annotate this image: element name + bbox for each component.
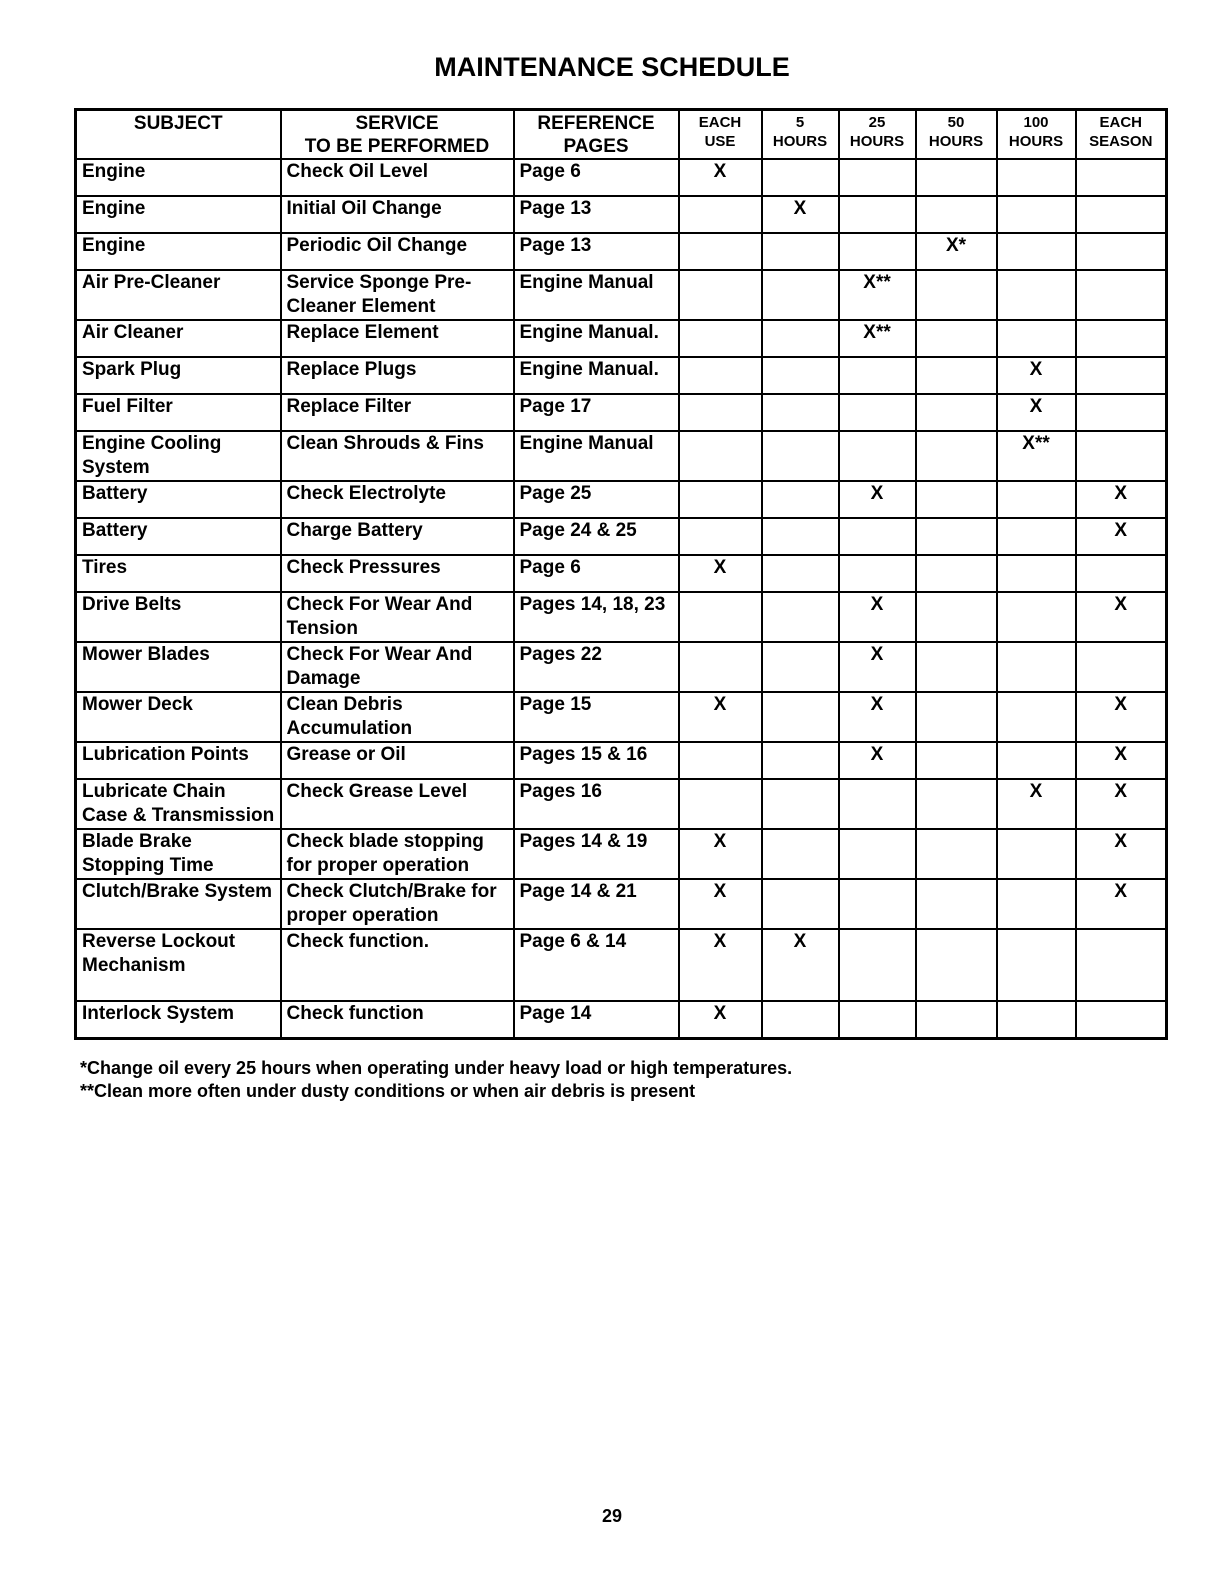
cell-each-season — [1076, 270, 1167, 320]
table-row — [76, 394, 1167, 431]
cell-h25 — [839, 233, 916, 270]
footnotes — [80, 1057, 792, 1103]
cell-h100 — [997, 742, 1076, 779]
cell-subject: Mower Deck — [76, 692, 281, 742]
page-title: MAINTENANCE SCHEDULE — [434, 52, 790, 82]
cell-h100: X — [997, 357, 1076, 394]
cell-h50 — [916, 929, 997, 1001]
cell-h50 — [916, 320, 997, 357]
cell-reference: Engine Manual. — [514, 357, 679, 394]
cell-service: Check Clutch/Brake for proper operation — [281, 879, 514, 929]
cell-h50 — [916, 879, 997, 929]
cell-reference: Page 6 & 14 — [514, 929, 679, 1001]
cell-reference: Page 6 — [514, 159, 679, 196]
cell-h100 — [997, 929, 1076, 1001]
col-header-reference: REFERENCE PAGES — [514, 110, 679, 160]
cell-each-season: X — [1076, 481, 1167, 518]
cell-each-season: X — [1076, 829, 1167, 879]
cell-each-use — [679, 320, 762, 357]
cell-reference: Pages 16 — [514, 779, 679, 829]
cell-h50 — [916, 270, 997, 320]
table-row — [76, 592, 1167, 642]
cell-reference: Page 13 — [514, 233, 679, 270]
table-row — [76, 742, 1167, 779]
cell-h5 — [762, 642, 839, 692]
cell-service: Replace Element — [281, 320, 514, 357]
cell-service: Check Electrolyte — [281, 481, 514, 518]
cell-h100 — [997, 159, 1076, 196]
cell-reference: Page 14 & 21 — [514, 879, 679, 929]
cell-subject: Battery — [76, 518, 281, 555]
cell-each-use: X — [679, 929, 762, 1001]
cell-h5 — [762, 692, 839, 742]
cell-service: Check For Wear And Damage — [281, 642, 514, 692]
cell-each-season: X — [1076, 879, 1167, 929]
cell-h5: X — [762, 196, 839, 233]
table-row — [76, 929, 1167, 1001]
cell-h100 — [997, 320, 1076, 357]
cell-h50 — [916, 1001, 997, 1038]
cell-each-season — [1076, 555, 1167, 592]
cell-subject: Air Cleaner — [76, 320, 281, 357]
cell-h50 — [916, 829, 997, 879]
cell-service: Check For Wear And Tension — [281, 592, 514, 642]
cell-service: Check function — [281, 1001, 514, 1038]
cell-subject: Mower Blades — [76, 642, 281, 692]
cell-reference: Pages 15 & 16 — [514, 742, 679, 779]
table-row — [76, 196, 1167, 233]
cell-each-use — [679, 394, 762, 431]
cell-subject: Blade Brake Stopping Time — [76, 829, 281, 879]
cell-subject: Drive Belts — [76, 592, 281, 642]
cell-h100 — [997, 196, 1076, 233]
cell-subject: Battery — [76, 481, 281, 518]
cell-each-season — [1076, 196, 1167, 233]
cell-h100 — [997, 592, 1076, 642]
cell-h5 — [762, 320, 839, 357]
cell-h5 — [762, 742, 839, 779]
cell-h5 — [762, 270, 839, 320]
cell-each-use — [679, 233, 762, 270]
cell-reference: Pages 14, 18, 23 — [514, 592, 679, 642]
cell-h5 — [762, 233, 839, 270]
cell-h100: X — [997, 394, 1076, 431]
cell-each-use — [679, 431, 762, 481]
cell-each-season — [1076, 642, 1167, 692]
cell-h50 — [916, 779, 997, 829]
cell-h25 — [839, 1001, 916, 1038]
cell-each-season — [1076, 394, 1167, 431]
table-row — [76, 779, 1167, 829]
col-header-25-hours: 25 HOURS — [839, 110, 916, 160]
cell-h25 — [839, 394, 916, 431]
cell-reference: Page 6 — [514, 555, 679, 592]
cell-service: Check Grease Level — [281, 779, 514, 829]
cell-subject: Engine — [76, 196, 281, 233]
cell-h25 — [839, 779, 916, 829]
cell-h25 — [839, 431, 916, 481]
col-header-50-hours: 50 HOURS — [916, 110, 997, 160]
cell-service: Charge Battery — [281, 518, 514, 555]
cell-h5 — [762, 1001, 839, 1038]
cell-h100 — [997, 518, 1076, 555]
cell-service: Periodic Oil Change — [281, 233, 514, 270]
col-header-5-hours: 5 HOURS — [762, 110, 839, 160]
cell-subject: Engine — [76, 159, 281, 196]
cell-each-use: X — [679, 1001, 762, 1038]
cell-h25: X — [839, 692, 916, 742]
cell-subject: Clutch/Brake System — [76, 879, 281, 929]
cell-h25 — [839, 357, 916, 394]
cell-service: Check Pressures — [281, 555, 514, 592]
cell-service: Initial Oil Change — [281, 196, 514, 233]
cell-reference: Page 25 — [514, 481, 679, 518]
table-row — [76, 481, 1167, 518]
cell-reference: Pages 22 — [514, 642, 679, 692]
cell-service: Grease or Oil — [281, 742, 514, 779]
cell-subject: Engine — [76, 233, 281, 270]
table-row — [76, 270, 1167, 320]
cell-subject: Air Pre-Cleaner — [76, 270, 281, 320]
col-header-subject: SUBJECT — [76, 110, 281, 160]
cell-each-season — [1076, 320, 1167, 357]
cell-service: Check function. — [281, 929, 514, 1001]
cell-h50 — [916, 592, 997, 642]
cell-h25 — [839, 829, 916, 879]
cell-subject: Interlock System — [76, 1001, 281, 1038]
cell-h25: X — [839, 742, 916, 779]
cell-service: Check Oil Level — [281, 159, 514, 196]
cell-h5 — [762, 518, 839, 555]
cell-service: Clean Debris Accumulation — [281, 692, 514, 742]
cell-each-use — [679, 642, 762, 692]
cell-h5 — [762, 592, 839, 642]
cell-each-season — [1076, 159, 1167, 196]
cell-h100 — [997, 555, 1076, 592]
cell-h50 — [916, 196, 997, 233]
table-row — [76, 431, 1167, 481]
cell-service: Clean Shrouds & Fins — [281, 431, 514, 481]
cell-h100 — [997, 829, 1076, 879]
cell-h100 — [997, 642, 1076, 692]
cell-each-use — [679, 592, 762, 642]
table-row — [76, 829, 1167, 879]
table-row — [76, 555, 1167, 592]
cell-h5 — [762, 394, 839, 431]
cell-each-use: X — [679, 159, 762, 196]
cell-each-use — [679, 357, 762, 394]
cell-subject: Spark Plug — [76, 357, 281, 394]
cell-each-season — [1076, 1001, 1167, 1038]
table-row — [76, 233, 1167, 270]
cell-reference: Engine Manual — [514, 270, 679, 320]
cell-h50 — [916, 642, 997, 692]
maintenance-schedule-table — [74, 108, 1168, 1040]
cell-h25: X** — [839, 320, 916, 357]
cell-h25 — [839, 196, 916, 233]
table-row — [76, 159, 1167, 196]
footnote-dust: **Clean more often under dusty conditions or when air debris is present — [80, 1081, 696, 1101]
cell-each-season: X — [1076, 779, 1167, 829]
cell-h50 — [916, 357, 997, 394]
cell-subject: Lubrication Points — [76, 742, 281, 779]
cell-h50 — [916, 555, 997, 592]
cell-h5 — [762, 159, 839, 196]
cell-reference: Page 15 — [514, 692, 679, 742]
cell-h100 — [997, 1001, 1076, 1038]
cell-h100: X — [997, 779, 1076, 829]
cell-reference: Pages 14 & 19 — [514, 829, 679, 879]
table-row — [76, 692, 1167, 742]
page-number: 29 — [601, 1506, 623, 1526]
cell-h50 — [916, 518, 997, 555]
cell-each-season — [1076, 431, 1167, 481]
cell-h100 — [997, 270, 1076, 320]
cell-h50 — [916, 692, 997, 742]
cell-h50 — [916, 394, 997, 431]
cell-service: Service Sponge Pre-Cleaner Element — [281, 270, 514, 320]
cell-h50 — [916, 159, 997, 196]
cell-subject: Engine Cooling System — [76, 431, 281, 481]
cell-subject: Lubricate Chain Case & Transmission — [76, 779, 281, 829]
cell-each-use — [679, 270, 762, 320]
cell-h25: X — [839, 592, 916, 642]
cell-subject: Reverse Lockout Mechanism — [76, 929, 281, 1001]
cell-h25 — [839, 879, 916, 929]
cell-each-use — [679, 779, 762, 829]
cell-h25 — [839, 518, 916, 555]
cell-h5 — [762, 481, 839, 518]
col-header-each-season: EACH SEASON — [1076, 110, 1167, 160]
cell-each-season: X — [1076, 742, 1167, 779]
cell-h25 — [839, 159, 916, 196]
cell-reference: Page 13 — [514, 196, 679, 233]
cell-each-season — [1076, 357, 1167, 394]
cell-each-season: X — [1076, 692, 1167, 742]
cell-h25 — [839, 929, 916, 1001]
cell-each-use: X — [679, 879, 762, 929]
cell-reference: Page 24 & 25 — [514, 518, 679, 555]
cell-each-use — [679, 742, 762, 779]
cell-h25: X** — [839, 270, 916, 320]
cell-h5 — [762, 879, 839, 929]
cell-each-season: X — [1076, 592, 1167, 642]
cell-reference: Engine Manual. — [514, 320, 679, 357]
table-body — [76, 159, 1167, 1038]
cell-h50 — [916, 431, 997, 481]
cell-h5 — [762, 357, 839, 394]
col-header-service: SERVICE TO BE PERFORMED — [281, 110, 514, 160]
cell-each-season — [1076, 929, 1167, 1001]
cell-subject: Tires — [76, 555, 281, 592]
cell-h25: X — [839, 481, 916, 518]
cell-subject: Fuel Filter — [76, 394, 281, 431]
cell-reference: Engine Manual — [514, 431, 679, 481]
cell-h50: X* — [916, 233, 997, 270]
cell-service: Check blade stopping for proper operation — [281, 829, 514, 879]
footnote-oil: *Change oil every 25 hours when operating under heavy load or high temperatures. — [80, 1058, 793, 1078]
cell-h25: X — [839, 642, 916, 692]
cell-each-season: X — [1076, 518, 1167, 555]
table-row — [76, 1001, 1167, 1038]
col-header-100-hours: 100 HOURS — [997, 110, 1076, 160]
cell-each-season — [1076, 233, 1167, 270]
cell-h50 — [916, 481, 997, 518]
table-row — [76, 357, 1167, 394]
cell-h100 — [997, 233, 1076, 270]
table-row — [76, 642, 1167, 692]
table-row — [76, 320, 1167, 357]
cell-each-use: X — [679, 555, 762, 592]
cell-h5: X — [762, 929, 839, 1001]
col-header-each-use: EACH USE — [679, 110, 762, 160]
cell-reference: Page 14 — [514, 1001, 679, 1038]
cell-service: Replace Filter — [281, 394, 514, 431]
cell-each-use: X — [679, 829, 762, 879]
table-row — [76, 879, 1167, 929]
table-row — [76, 518, 1167, 555]
cell-each-use — [679, 196, 762, 233]
cell-each-use — [679, 481, 762, 518]
cell-h100 — [997, 692, 1076, 742]
cell-h5 — [762, 555, 839, 592]
cell-h100 — [997, 879, 1076, 929]
cell-h5 — [762, 431, 839, 481]
table-header-row — [76, 110, 1167, 160]
cell-h100: X** — [997, 431, 1076, 481]
cell-h25 — [839, 555, 916, 592]
cell-h50 — [916, 742, 997, 779]
cell-each-use: X — [679, 692, 762, 742]
cell-h5 — [762, 779, 839, 829]
cell-each-use — [679, 518, 762, 555]
cell-h100 — [997, 481, 1076, 518]
cell-reference: Page 17 — [514, 394, 679, 431]
cell-h5 — [762, 829, 839, 879]
cell-service: Replace Plugs — [281, 357, 514, 394]
